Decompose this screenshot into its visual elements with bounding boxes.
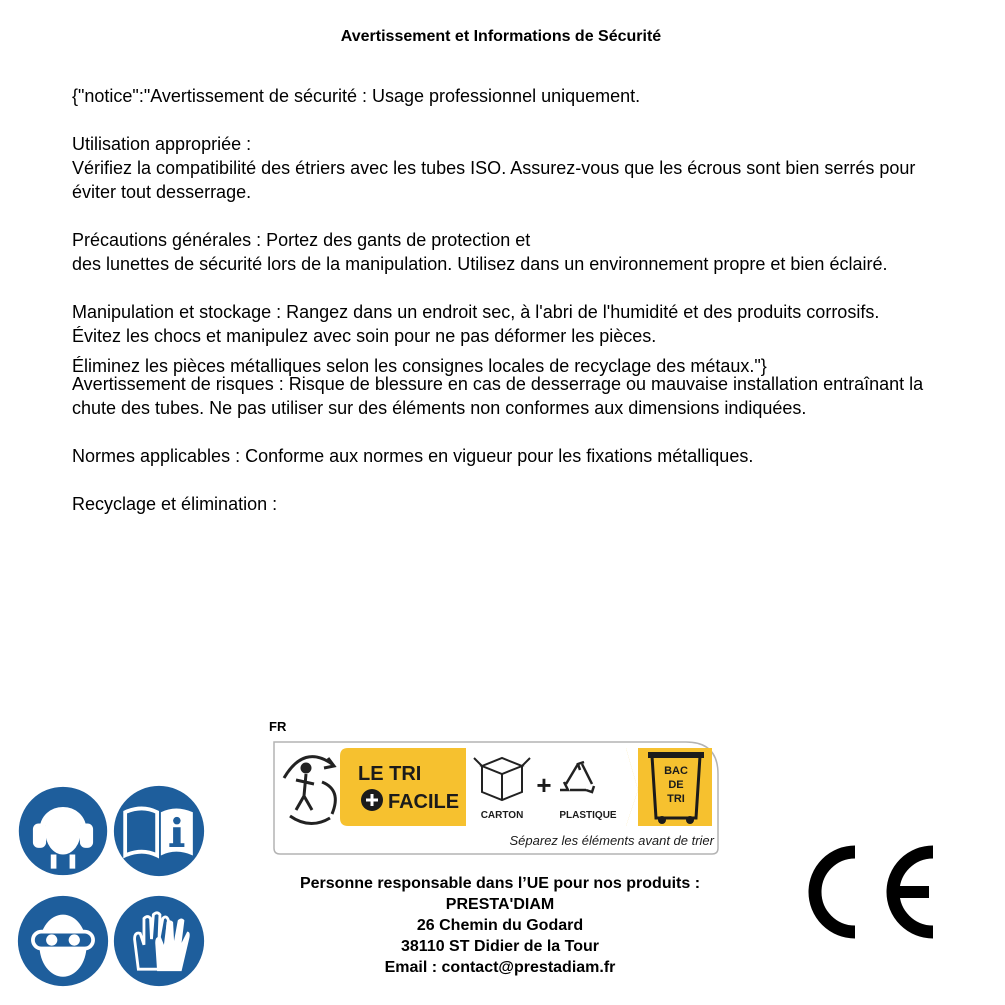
recycling-notice-overlay: Éliminez les pièces métalliques selon les consignes locales de recyclage des métaux."} [72,356,767,376]
bin-line2: DE [668,779,684,791]
triman-footer: Séparez les éléments avant de trier [509,833,714,848]
city-address: 38110 ST Didier de la Tour [401,938,599,955]
triman-sorting-logo [266,734,724,856]
carton-label: CARTON [480,810,524,821]
gloves-icon [112,894,206,988]
page-title: Avertissement et Informations de Sécurité [340,28,662,45]
responsible-heading: Personne responsable dans l’UE pour nos produits : [299,875,701,892]
plus-sign: + [536,770,552,800]
plastique-label: PLASTIQUE [559,810,617,821]
eye-protection-icon [16,894,110,988]
responsible-person-block [250,873,750,978]
bin-line3: TRI [667,793,685,805]
country-label: FR [269,719,287,734]
company-name: PRESTA'DIAM [445,896,555,913]
safety-notice-text: {"notice":"Avertissement de sécurité : Usage professionnel uniquement. Utilisation appropriée : Vérifiez la compatibilité des étriers avec les tubes ISO. Assurez-vous que les écrous sont bien serrés pour éviter tout desserrage. Précautions générales : Portez des gants de protection et des lunettes de sécurité lors de la manipulation. Utilisez dans un environnement propre et bien éclairé. Manipulation et stockage : Rangez dans un endroit sec, à l'abri de l'humidité et des produits corrosifs. Évitez les chocs et manipulez avec soin pour ne pas déformer les pièces. Avertissement de risques : Risque de blessure en cas de desserrage ou mauvaise installation entraînant la chute des tubes. Ne pas utiliser sur des éléments non conformes aux dimensions indiquées. Normes applicables : Conforme aux normes en vigueur pour les fixations métalliques. Recyclage et élimination : [72,86,924,514]
ear-protection-icon [16,784,110,878]
ce-mark-icon [797,840,939,944]
contact-email: Email : contact@prestadiam.fr [384,959,616,976]
triman-line1: LE TRI [358,763,422,785]
bin-line1: BAC [664,765,688,777]
triman-line2: FACILE [388,791,460,813]
read-manual-icon [112,784,206,878]
street-address: 26 Chemin du Godard [416,917,584,934]
